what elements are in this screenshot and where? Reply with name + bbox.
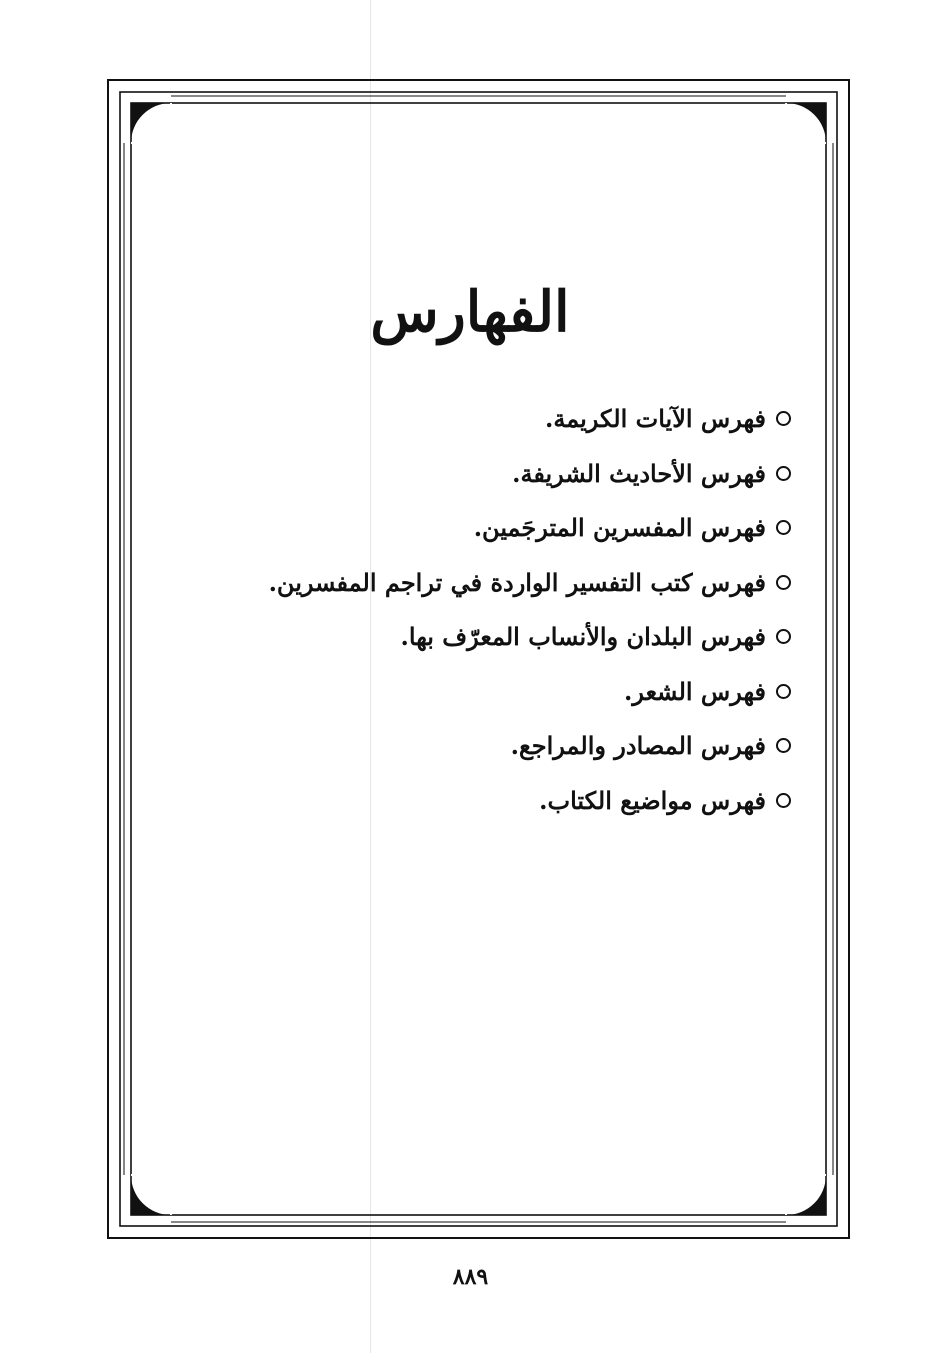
- corner-ornament-bottom-left: [131, 1175, 171, 1215]
- hollow-circle-icon: [776, 466, 791, 481]
- index-item-label: فهرس مواضيع الكتاب.: [539, 785, 766, 815]
- index-list: [231, 396, 791, 832]
- index-item-label: فهرس البلدان والأنساب المعرّف بها.: [400, 622, 766, 651]
- corner-ornament-bottom-right: [786, 1175, 826, 1215]
- index-item-exegesis-books: [231, 560, 791, 615]
- index-item-label: فهرس الأحاديث الشريفة.: [512, 458, 766, 488]
- hollow-circle-icon: [776, 629, 791, 644]
- index-item-places-lineages: [231, 614, 791, 669]
- index-item-label: فهرس الآيات الكريمة.: [545, 404, 766, 433]
- corner-ornament-top-left: [131, 103, 171, 143]
- index-item-label: فهرس الشعر.: [624, 676, 766, 706]
- index-item-poetry: [231, 669, 791, 724]
- hollow-circle-icon: [776, 793, 791, 808]
- index-item-hadiths: [231, 451, 791, 506]
- hollow-circle-icon: [776, 520, 791, 535]
- hollow-circle-icon: [776, 738, 791, 753]
- hollow-circle-icon: [776, 575, 791, 590]
- corner-ornament-top-right: [786, 103, 826, 143]
- index-item-book-topics: [231, 778, 791, 833]
- index-item-verses: [231, 396, 791, 451]
- index-item-label: فهرس المفسرين المترجَمين.: [473, 513, 766, 542]
- hollow-circle-icon: [776, 684, 791, 699]
- index-item-translated-exegetes: [231, 505, 791, 560]
- index-item-sources-references: [231, 723, 791, 778]
- hollow-circle-icon: [776, 411, 791, 426]
- page-number: ٨٨٩: [452, 1264, 489, 1290]
- index-item-label: فهرس كتب التفسير الواردة في تراجم المفسرين.: [268, 567, 766, 597]
- page-title: الفهارس: [370, 279, 570, 345]
- index-item-label: فهرس المصادر والمراجع.: [510, 731, 766, 760]
